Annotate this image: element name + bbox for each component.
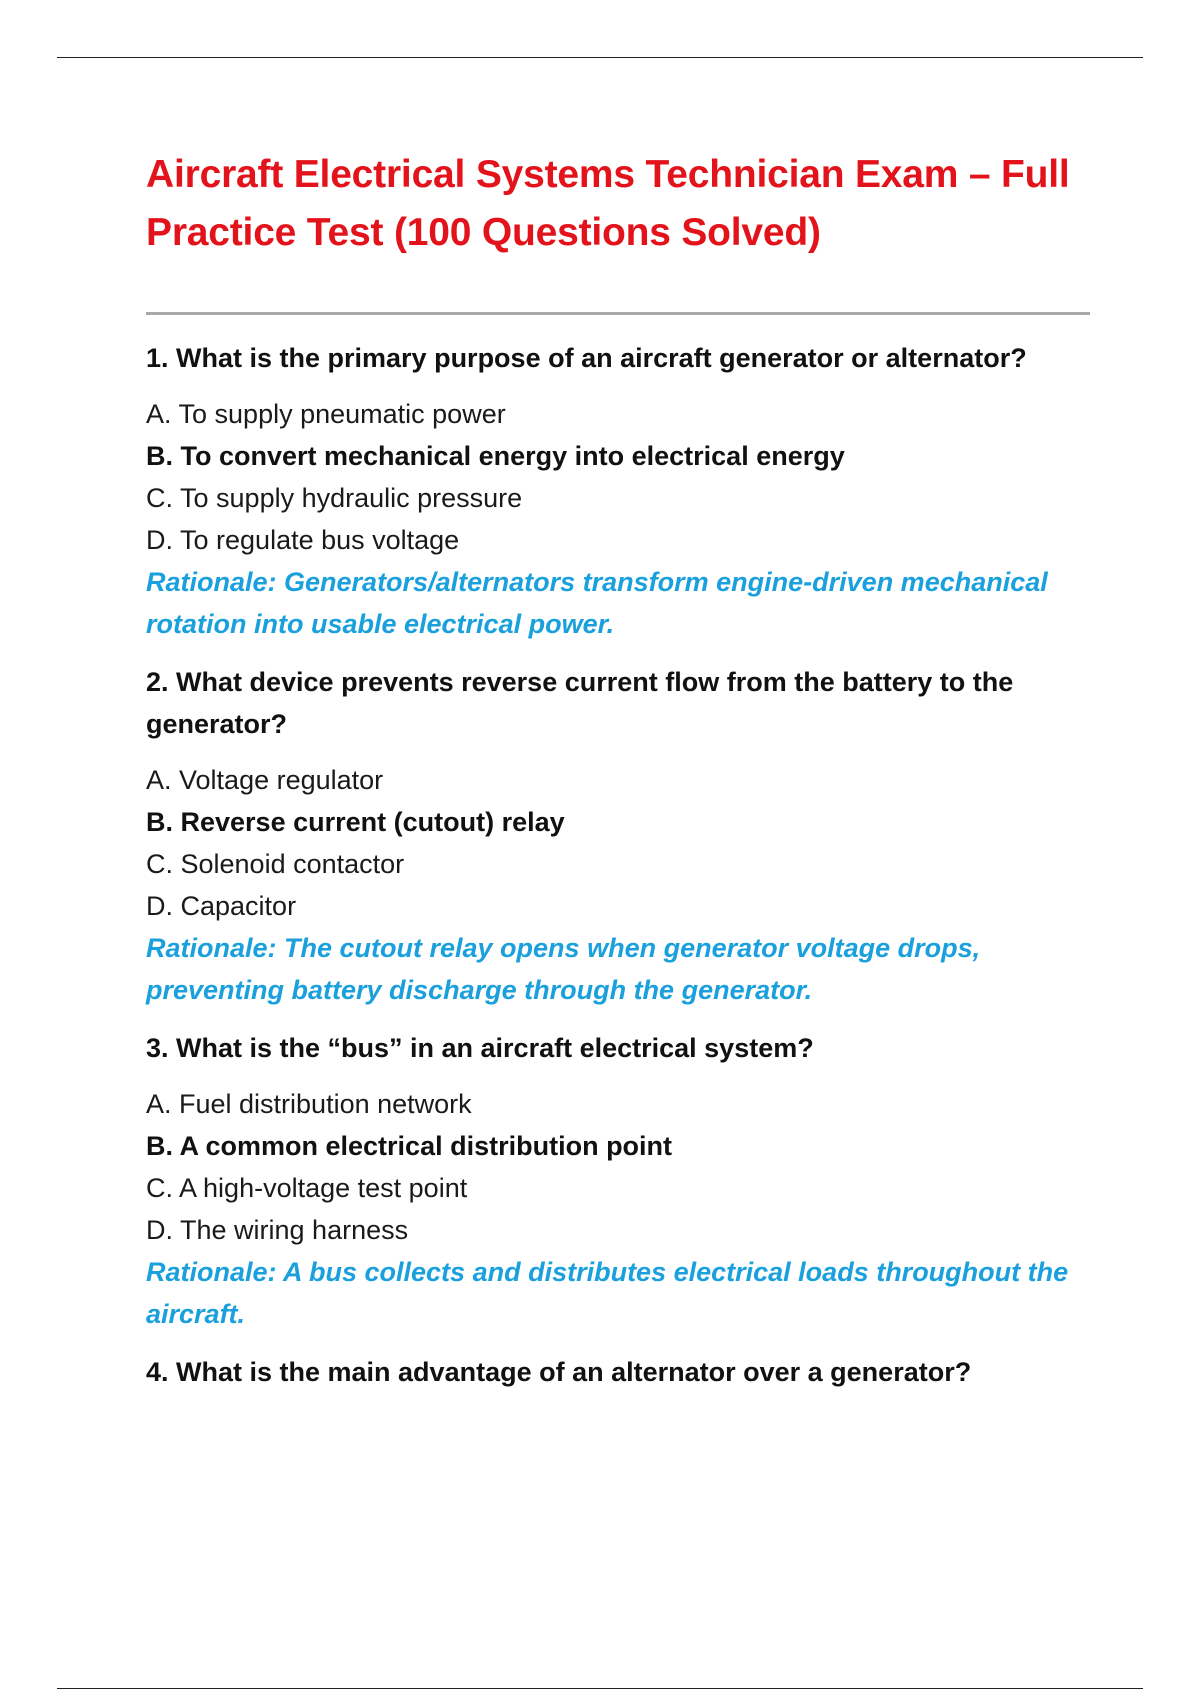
answer-options xyxy=(146,1083,1096,1251)
document-body xyxy=(146,146,1096,1393)
answer-option-b-correct: B. To convert mechanical energy into electrical energy xyxy=(146,441,845,471)
rationale-text: Rationale: A bus collects and distributes electrical loads throughout the aircraft. xyxy=(146,1257,1069,1329)
answer-options xyxy=(146,759,1096,927)
answer-option-c: C. Solenoid contactor xyxy=(146,849,405,879)
question-4 xyxy=(146,1351,1096,1393)
title-divider xyxy=(146,312,1090,315)
question-text: 4. What is the main advantage of an alternator over a generator? xyxy=(146,1357,972,1387)
answer-options xyxy=(146,393,1096,561)
question-text: 2. What device prevents reverse current flow from the battery to the generator? xyxy=(146,667,1014,739)
page-bottom-rule xyxy=(57,1688,1143,1689)
answer-option-a: A. Voltage regulator xyxy=(146,765,384,795)
document-title: Aircraft Electrical Systems Technician Exam – Full Practice Test (100 Questions Solved) xyxy=(146,153,1070,254)
answer-option-b-correct: B. Reverse current (cutout) relay xyxy=(146,807,565,837)
answer-option-b-correct: B. A common electrical distribution point xyxy=(146,1131,673,1161)
rationale-text: Rationale: The cutout relay opens when generator voltage drops, preventing battery discharge through the generator. xyxy=(146,933,981,1005)
answer-option-c: C. A high-voltage test point xyxy=(146,1173,468,1203)
answer-option-d: D. To regulate bus voltage xyxy=(146,525,460,555)
answer-option-d: D. Capacitor xyxy=(146,891,297,921)
answer-option-a: A. To supply pneumatic power xyxy=(146,399,506,429)
answer-option-a: A. Fuel distribution network xyxy=(146,1089,472,1119)
answer-option-d: D. The wiring harness xyxy=(146,1215,409,1245)
question-2 xyxy=(146,661,1096,1011)
question-text: 3. What is the “bus” in an aircraft electrical system? xyxy=(146,1033,814,1063)
question-1 xyxy=(146,337,1096,645)
question-text: 1. What is the primary purpose of an aircraft generator or alternator? xyxy=(146,343,1027,373)
page-top-rule xyxy=(57,57,1143,58)
rationale-text: Rationale: Generators/alternators transform engine-driven mechanical rotation into usable electrical power. xyxy=(146,567,1048,639)
answer-option-c: C. To supply hydraulic pressure xyxy=(146,483,523,513)
question-3 xyxy=(146,1027,1096,1335)
